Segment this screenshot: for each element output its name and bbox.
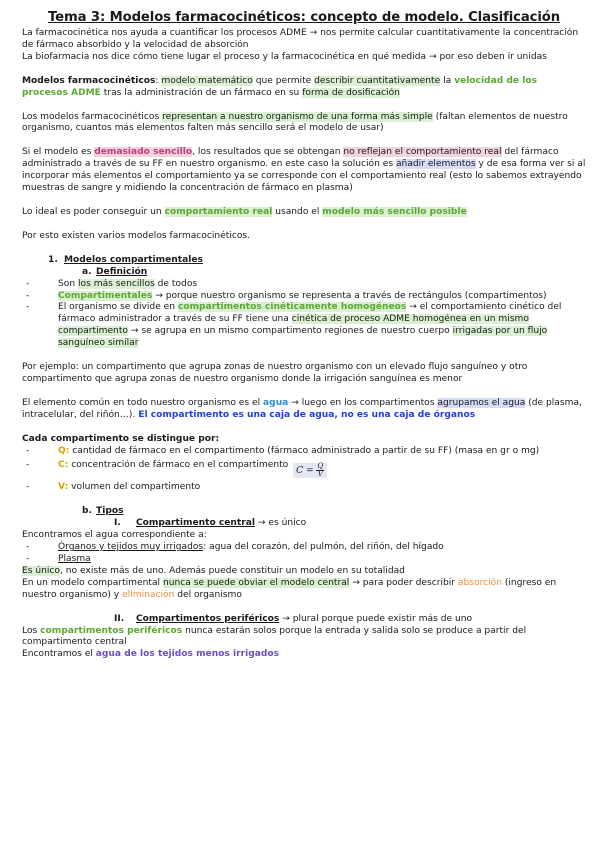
section-1-heading: 1. Modelos compartimentales	[48, 254, 203, 265]
distinguish-list	[22, 446, 586, 495]
highlight-representan: representan a nuestro organismo de una forma más simple	[162, 111, 433, 122]
why-paragraph: Por esto existen varios modelos farmacocinéticos.	[22, 230, 251, 241]
unique-paragraph: Es único, no existe más de uno. Además puede constituir un modelo en su totalidad	[22, 565, 405, 576]
highlight-modelo-sencillo: modelo más sencillo posible	[322, 206, 467, 217]
highlight-anadir-elementos: añadir elementos	[395, 159, 476, 170]
definition-list	[22, 279, 586, 350]
intro-paragraph-2: La biofarmacia nos dice cómo tiene lugar el proceso y la farmacocinética en qué medida → por eso deben ir unidas	[22, 51, 547, 62]
list-item: - Órganos y tejidos muy irrigados: agua del corazón, del pulmón, del riñón, del hígado	[22, 542, 586, 554]
represent-paragraph: Los modelos farmacocinéticos representan a nuestro organismo de una forma más simple (faltan elementos de nuestro organismo, cuantos más elementos falten más sencillo será el modelo de usar)	[22, 111, 568, 134]
list-item: - Plasma	[22, 554, 586, 566]
highlight-agua: agua	[263, 397, 289, 408]
simple-model-paragraph: Si el modelo es demasiado sencillo, los resultados que se obtengan no reflejan el comportamiento real del fármaco administrado a través de su FF en nuestro organismo. en este caso la solución es añadir elementos y de esa forma ver si al incorporar más elementos el comportamiento ya se corresponde con el comportamiento real (esto lo sabemos extrayendo muestras de sangre y midiendo la concentración de fármaco en plasma)	[22, 147, 586, 194]
central-compartment-heading: I. Compartimento central → es único	[114, 518, 307, 529]
list-item: - Q: cantidad de fármaco en el compartimento (fármaco administrado a partir de su FF) (masa en gr o mg)	[22, 446, 586, 458]
highlight-comportamiento-real: comportamiento real	[164, 206, 273, 217]
peripheral-compartment-heading: II. Compartimentos periféricos → plural porque puede existir más de uno	[114, 613, 473, 624]
peripheral-paragraph: Los compartimentos periféricos nunca estarán solos porque la entrada y salida solo se produce a partir del compartimento central	[22, 625, 527, 648]
water-paragraph: El elemento común en todo nuestro organismo es el agua → luego en los compartimentos agrupamos el agua (de plasma, intracelular, del riñón…). El compartimento es una caja de agua, no es una caja de órganos	[22, 397, 582, 420]
list-item: - El organismo se divide en compartimentos cinéticamente homogéneos → el comportamiento cinético del fármaco administrador a través de su FF tiene una cinética de proceso ADME homogénea en un mismo compartimento → se agrupa en un mismo compartimento regiones de nuestro cuerpo irrigadas por un flujo sanguíneo similar	[22, 302, 586, 350]
highlight-demasiado-sencillo: demasiado sencillo	[94, 147, 193, 158]
highlight-agrupamos: agrupamos el agua	[437, 397, 526, 408]
list-item: - C: concentración de fármaco en el compartimento C = $\frac{Q}{V}$	[22, 460, 586, 478]
model-paragraph: En un modelo compartimental nunca se puede obviar el modelo central → para poder describir absorción (ingreso en nuestro organismo) y eliminación del organismo	[22, 577, 557, 600]
intro-paragraph-1: La farmacocinética nos ayuda a cuantificar los procesos ADME → nos permite calcular cuantitativamente la concentración de fármaco absorbido y la velocidad de absorción	[22, 28, 579, 50]
found-paragraph: Encontramos el agua correspondiente a:	[22, 530, 207, 541]
highlight-caja-de-agua: El compartimento es una caja de agua, no es una caja de órganos	[138, 409, 476, 420]
list-item: - V: volumen del compartimento	[22, 482, 586, 494]
concentration-formula: C = $\frac{Q}{V}$	[293, 463, 327, 478]
page-title: Tema 3: Modelos farmacocinéticos: concepto de modelo. Clasificación	[47, 10, 561, 25]
highlight-modelo-matematico: modelo matemático	[161, 75, 253, 86]
list-item: - Compartimentales → porque nuestro organismo se representa a través de rectángulos (compartimentos)	[22, 291, 586, 303]
example-paragraph: Por ejemplo: un compartimento que agrupa zonas de nuestro organismo con un elevado flujo sanguíneo y otro compartimento que agrupa zonas de nuestro organismo donde la irrigación sanguínea es menor	[22, 362, 528, 384]
distinguish-heading: Cada compartimento se distingue por:	[22, 433, 220, 444]
highlight-forma-dosificacion: forma de dosificación	[302, 87, 400, 98]
less-irrigated-paragraph: Encontramos el agua de los tejidos menos irrigados	[22, 649, 280, 660]
definition-paragraph: Modelos farmacocinéticos: modelo matemático que permite describir cuantitativamente la velocidad de los procesos ADME tras la administración de un fármaco en su forma de dosificación	[22, 75, 538, 98]
section-1b-heading: b. Tipos	[82, 506, 124, 517]
section-1a-heading: a. Definición	[82, 266, 148, 277]
central-list	[22, 542, 586, 566]
list-item: - Son los más sencillos de todos	[22, 279, 586, 291]
highlight-describir: describir cuantitativamente	[314, 75, 441, 86]
highlight-no-reflejan: no reflejan el comportamiento real	[343, 147, 502, 158]
ideal-paragraph: Lo ideal es poder conseguir un comportamiento real usando el modelo más sencillo posible	[22, 206, 467, 217]
definition-term: Modelos farmacocinéticos	[22, 75, 156, 86]
highlight-velocidad-adme: velocidad de los procesos ADME	[22, 75, 538, 98]
